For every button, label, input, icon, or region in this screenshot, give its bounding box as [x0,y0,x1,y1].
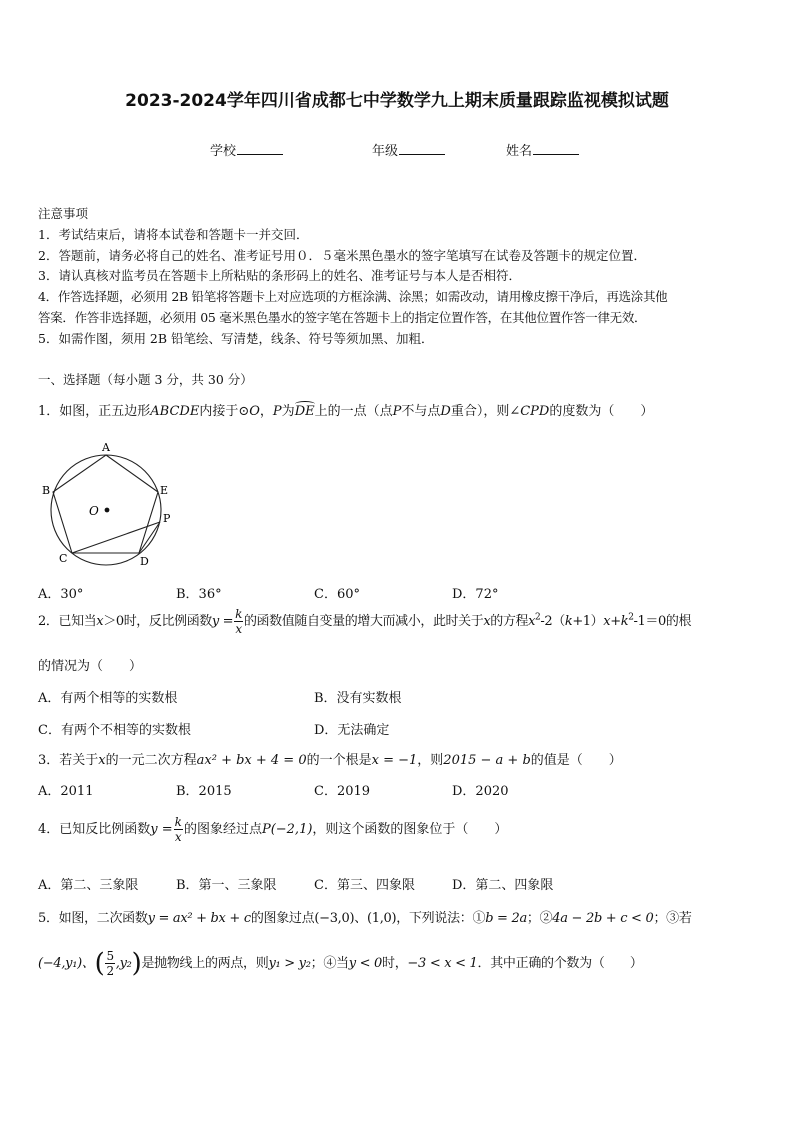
q1-option-b[interactable]: B．36° [176,587,222,602]
grade-field[interactable] [372,140,445,159]
school-field[interactable] [210,140,283,159]
grade-blank[interactable] [399,143,445,155]
section-heading: 一、选择题（每小题 3 分，共 30 分） [38,372,253,387]
question-2-stem-line2: 的情况为（ ） [38,659,143,674]
q4-option-a[interactable]: A．第二、三象限 [38,878,139,893]
name-field[interactable] [506,140,579,159]
label-p: P [163,512,171,525]
note-item: 5．如需作图，须用 2B 铅笔绘、写清楚，线条、符号等须加黑、加粗． [38,331,434,346]
segment-dp [139,522,160,553]
q1-option-c[interactable]: C．60° [314,587,360,602]
q1-option-a[interactable]: A．30° [38,587,84,602]
question-3-stem: 3．若关于x的一元二次方程ax² + bx + 4 = 0的一个根是x = −1，则2015 − a + b的值是（ ） [38,753,622,768]
note-item: 3．请认真核对监考员在答题卡上所粘贴的条形码上的姓名、准考证号与本人是否相符． [38,268,521,283]
q4-option-c[interactable]: C．第三、四象限 [314,878,415,893]
q4-option-b[interactable]: B．第一、三象限 [176,878,277,893]
name-blank[interactable] [533,143,579,155]
name-label: 姓名 [506,144,533,159]
note-item: 答案．作答非选择题，必须用 05 毫米黑色墨水的签字笔在答题卡上的指定位置作答，在其他位置作答一律无效． [38,310,647,325]
fraction-k-over-x: $\frac{k}{x}$ [174,815,182,844]
q3-option-a[interactable]: A．2011 [38,784,94,799]
q3-option-c[interactable]: C．2019 [314,784,371,799]
q2-option-d[interactable]: D．无法确定 [314,723,390,738]
q3-option-d[interactable]: D．2020 [452,784,509,799]
q1-option-d[interactable]: D．72° [452,587,499,602]
label-c: C [59,552,68,565]
question-2-stem: 2．已知当x＞0时，反比例函数y = $\frac{k}{x}$ 的函数值随自变量的增大而减小，此时关于x的方程$x^2-2(k+1)x+k^2-1=0$的根 [38,607,692,636]
fraction-5-over-2: $\frac{5}{2}$ [106,949,114,978]
segment-cp [72,522,160,553]
grade-label: 年级 [372,144,399,159]
school-blank[interactable] [237,143,283,155]
question-5-stem-line2: (−4,y₁)、( $\frac{5}{2}$ ,y₂)是抛物线上的两点，则y₁ > y₂；④当y < 0时，−3 < x < 1．其中正确的个数为（ ） [38,948,643,979]
question-1-stem: 1．如图，正五边形ABCDE内接于⊙O，P为DE上的一点（点P不与点D重合），则∠CPD的度数为（ ） [38,404,654,419]
question-5-stem: 5．如图，二次函数y = ax² + bx + c的图象过点(−3,0)、(1,0)，下列说法：①b = 2a；②4a − 2b + c < 0；③若 [38,911,692,926]
label-a: A [102,441,110,454]
label-d: D [140,555,149,568]
label-b: B [42,484,51,497]
school-label: 学校 [210,144,237,159]
q2-option-b[interactable]: B．没有实数根 [314,691,402,706]
note-item: 1．考试结束后，请将本试卷和答题卡一并交回． [38,227,309,242]
q3-option-b[interactable]: B．2015 [176,784,232,799]
label-o: O [89,504,99,518]
pentagon-figure [34,438,184,570]
note-item: 2．答题前，请务必将自己的姓名、准考证号用０．５毫米黑色墨水的签字笔填写在试卷及答题卡的规定位置． [38,248,646,263]
q2-option-c[interactable]: C．有两个不相等的实数根 [38,723,191,738]
q2-option-a[interactable]: A．有两个相等的实数根 [38,691,178,706]
arc-de: DE [294,404,315,419]
center-dot [105,508,110,513]
fraction-k-over-x: $\frac{k}{x}$ [235,607,242,636]
note-item: 4．作答选择题，必须用 2B 铅笔将答题卡上对应选项的方框涂满、涂黑；如需改动，请用橡皮擦干净后，再选涂其他 [38,289,668,304]
question-4-stem: 4．已知反比例函数y = $\frac{k}{x}$ 的图象经过点P(−2,1)，则这个函数的图象位于（ ） [38,815,508,844]
notes-heading: 注意事项 [38,206,89,221]
label-e: E [160,484,169,497]
page-title: 2023-2024学年四川省成都七中学数学九上期末质量跟踪监视模拟试题 [125,91,669,111]
q4-option-d[interactable]: D．第二、四象限 [452,878,554,893]
